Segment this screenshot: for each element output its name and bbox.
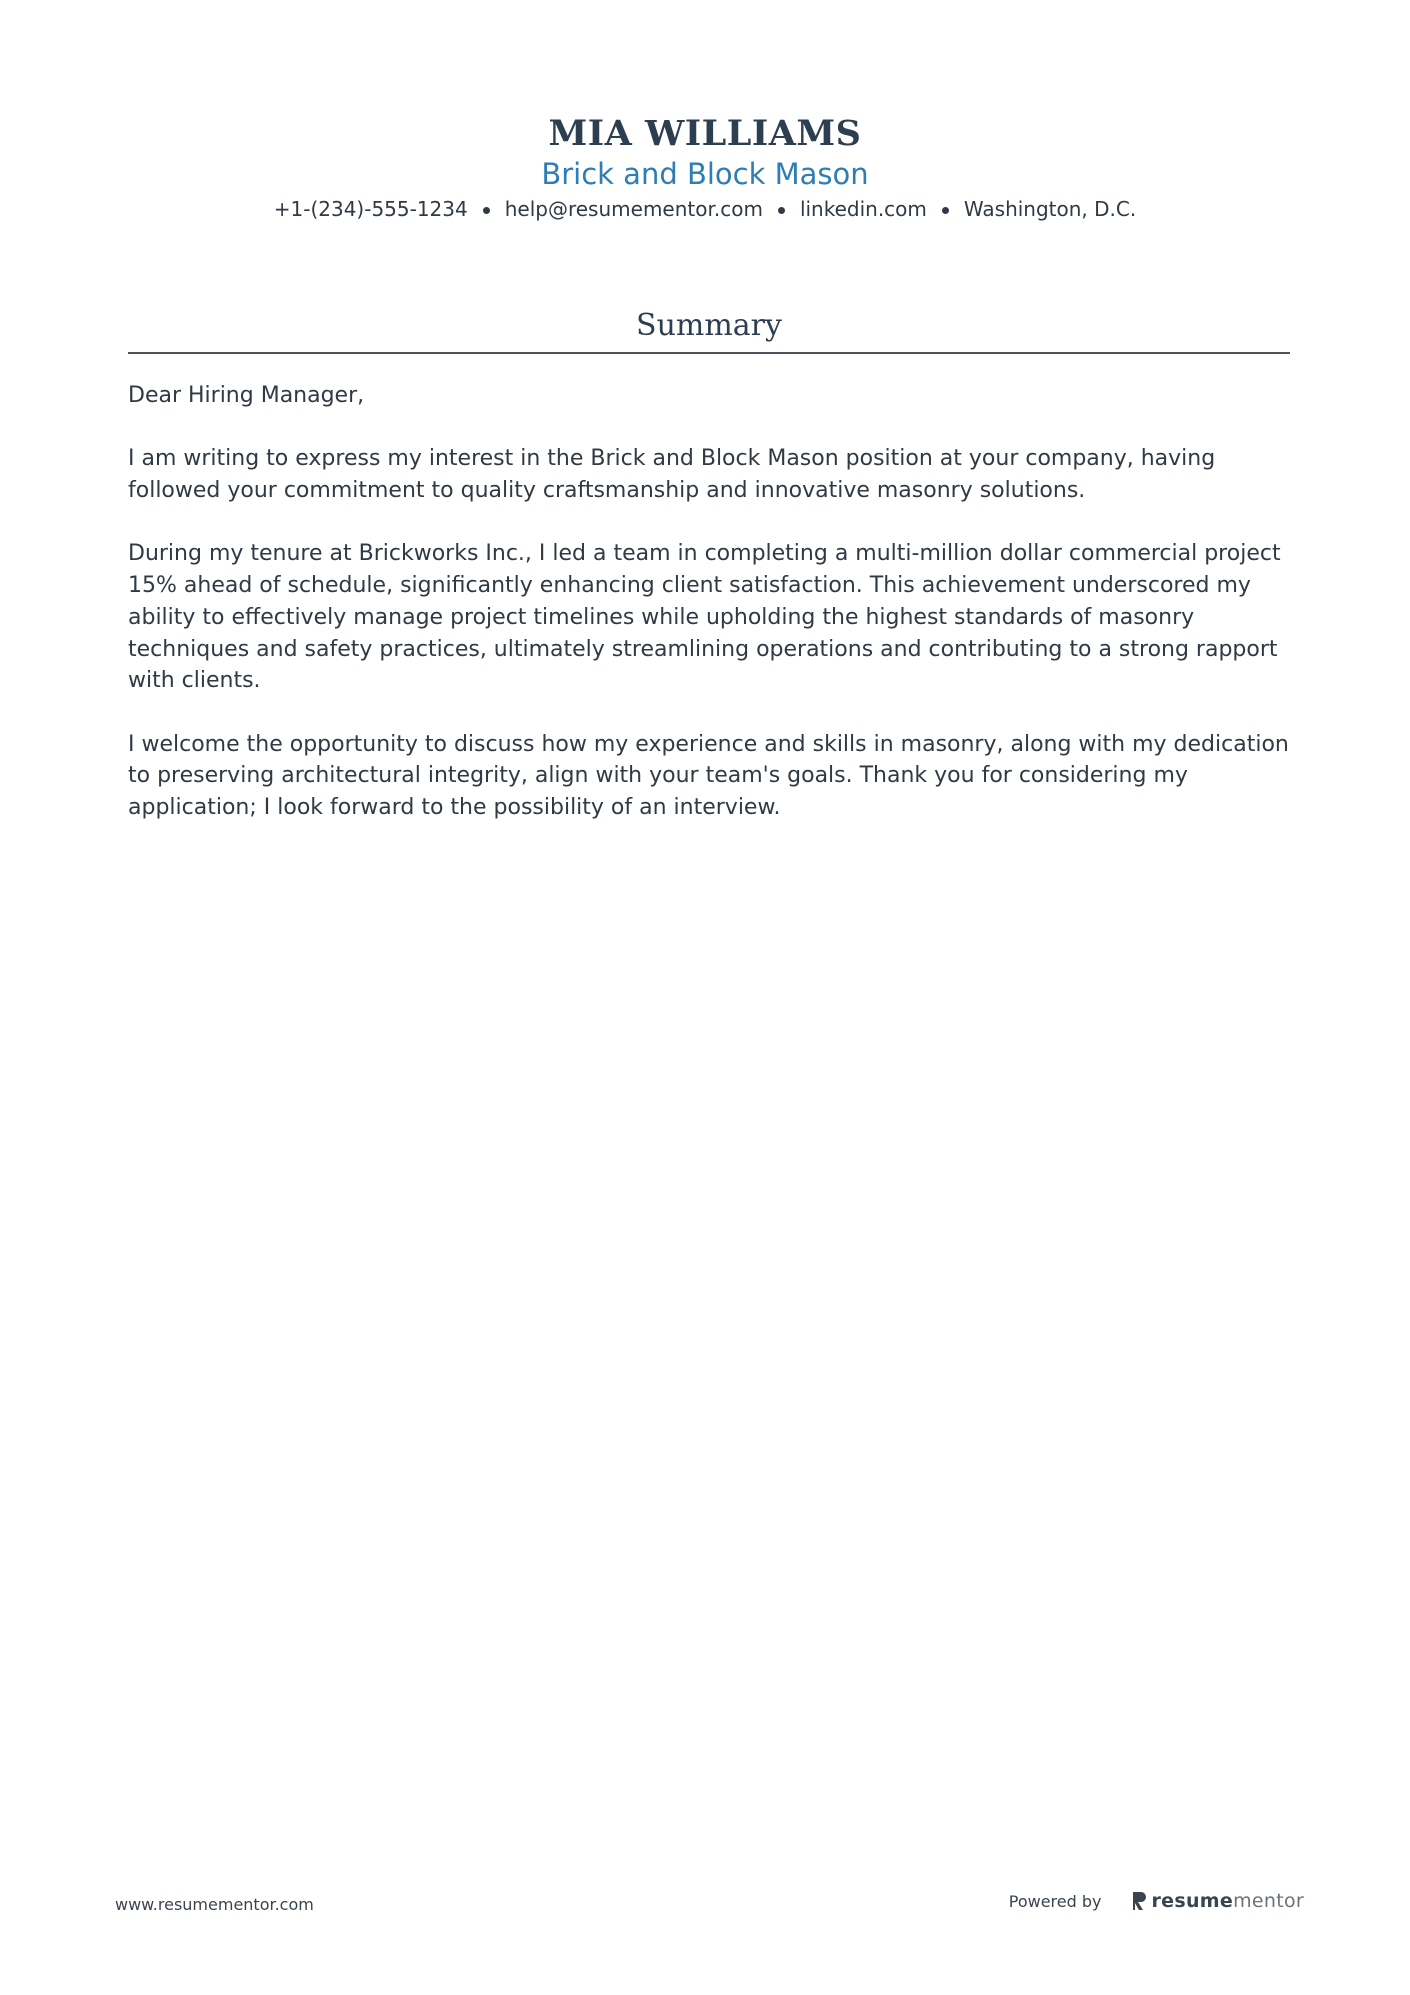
applicant-job-title: Brick and Block Mason [541, 157, 869, 191]
letter-salutation: Dear Hiring Manager, [128, 383, 365, 408]
bullet-separator-icon [778, 207, 785, 214]
letter-paragraph-3: I welcome the opportunity to discuss how my experience and skills in masonry, along with my dedication to preserving architectural integrity, align with your team's goals. Thank you for considering my application; I look forward to the possibility of an interview. [128, 731, 1289, 821]
powered-by-label: Powered by [1008, 1891, 1102, 1911]
contact-phone: +1-(234)-555-1234 [273, 197, 468, 221]
letter-header [0, 112, 1410, 222]
contact-line [0, 196, 1410, 222]
contact-location: Washington, D.C. [963, 197, 1137, 221]
applicant-name: MIA WILLIAMS [548, 113, 862, 154]
footer-website-link[interactable]: www.resumementor.com [115, 1895, 314, 1914]
bullet-separator-icon [942, 207, 949, 214]
section-divider [128, 352, 1290, 354]
footer-powered-by [1009, 1890, 1304, 1912]
resumementor-logo-icon [1131, 1890, 1147, 1912]
letter-paragraph-1: I am writing to express my interest in the Brick and Block Mason position at your company, having followed your commitment to quality craftsmanship and innovative masonry solutions. [128, 446, 1216, 504]
contact-linkedin[interactable]: linkedin.com [799, 197, 927, 221]
letter-body [128, 380, 1290, 855]
contact-email[interactable]: help@resumementor.com [504, 197, 763, 221]
brand-name-part1: resume [1151, 1890, 1234, 1912]
section-title-summary: Summary [636, 308, 782, 343]
brand-name-part2: mentor [1233, 1890, 1304, 1912]
letter-paragraph-2: During my tenure at Brickworks Inc., I led a team in completing a multi-million dollar commercial project 15% ahead of schedule, significantly enhancing client satisfaction. This achievement underscored my ability to effectively manage project timelines while upholding the highest standards of masonry techniques and safety practices, ultimately streamlining operations and contributing to a strong rapport with clients. [128, 541, 1281, 694]
bullet-separator-icon [483, 207, 490, 214]
brand-logo-link[interactable] [1131, 1890, 1304, 1912]
